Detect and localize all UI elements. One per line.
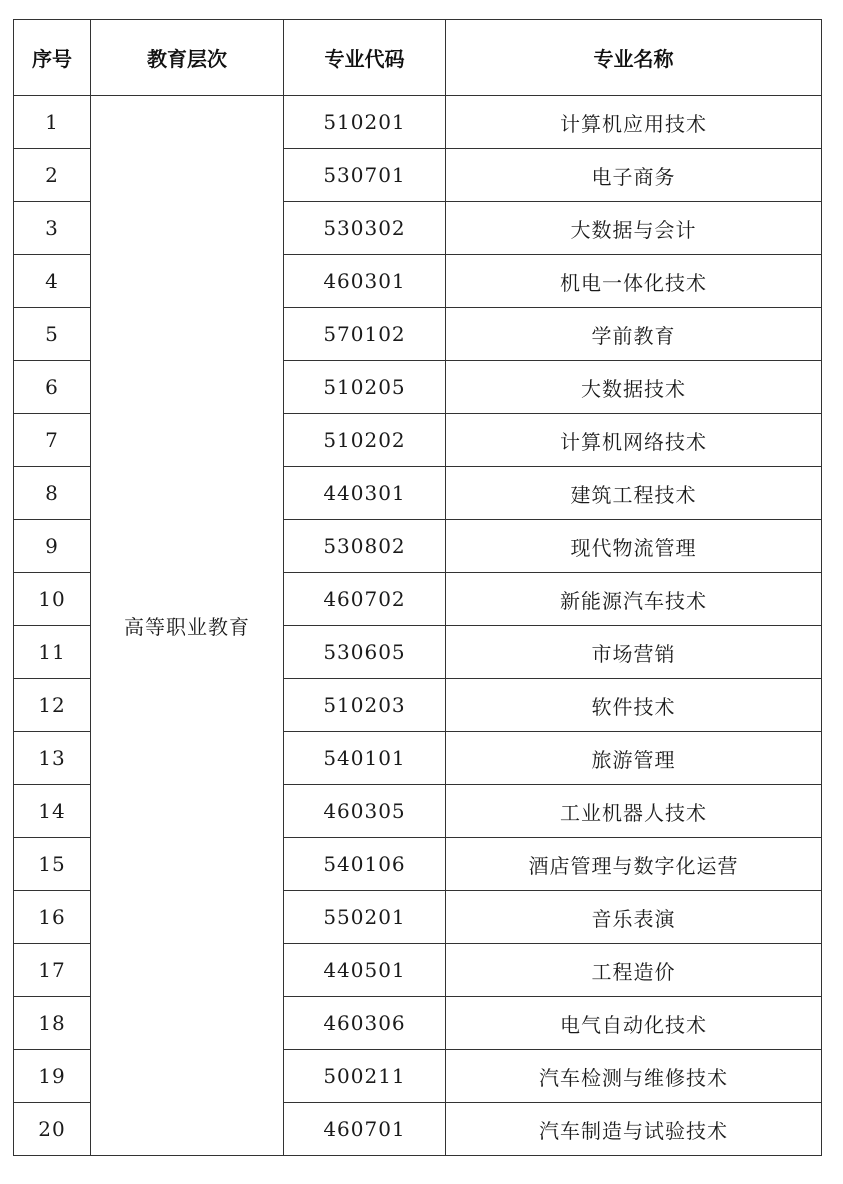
row-index: 14 xyxy=(14,785,91,838)
major-code: 460701 xyxy=(284,1103,446,1156)
row-index: 8 xyxy=(14,467,91,520)
row-index: 6 xyxy=(14,361,91,414)
major-name: 新能源汽车技术 xyxy=(446,573,822,626)
major-code: 440301 xyxy=(284,467,446,520)
row-index: 1 xyxy=(14,96,91,149)
row-index: 5 xyxy=(14,308,91,361)
majors-table xyxy=(13,19,822,1156)
major-code: 500211 xyxy=(284,1050,446,1103)
row-index: 12 xyxy=(14,679,91,732)
major-code: 510202 xyxy=(284,414,446,467)
header-index: 序号 xyxy=(14,20,91,96)
major-name: 工程造价 xyxy=(446,944,822,997)
row-index: 17 xyxy=(14,944,91,997)
row-index: 19 xyxy=(14,1050,91,1103)
header-code: 专业代码 xyxy=(284,20,446,96)
major-code: 530802 xyxy=(284,520,446,573)
row-index: 3 xyxy=(14,202,91,255)
major-name: 工业机器人技术 xyxy=(446,785,822,838)
row-index: 4 xyxy=(14,255,91,308)
major-name: 建筑工程技术 xyxy=(446,467,822,520)
row-index: 9 xyxy=(14,520,91,573)
major-code: 460306 xyxy=(284,997,446,1050)
major-name: 汽车制造与试验技术 xyxy=(446,1103,822,1156)
major-code: 540101 xyxy=(284,732,446,785)
row-index: 16 xyxy=(14,891,91,944)
major-name: 电子商务 xyxy=(446,149,822,202)
major-code: 510201 xyxy=(284,96,446,149)
major-code: 540106 xyxy=(284,838,446,891)
major-name: 旅游管理 xyxy=(446,732,822,785)
major-code: 570102 xyxy=(284,308,446,361)
row-index: 11 xyxy=(14,626,91,679)
major-name: 学前教育 xyxy=(446,308,822,361)
header-level: 教育层次 xyxy=(91,20,284,96)
row-index: 10 xyxy=(14,573,91,626)
row-index: 20 xyxy=(14,1103,91,1156)
row-index: 13 xyxy=(14,732,91,785)
major-code: 510203 xyxy=(284,679,446,732)
major-code: 460305 xyxy=(284,785,446,838)
row-index: 18 xyxy=(14,997,91,1050)
major-name: 音乐表演 xyxy=(446,891,822,944)
header-row xyxy=(14,20,822,96)
table-body xyxy=(14,96,822,1156)
major-code: 460702 xyxy=(284,573,446,626)
major-name: 汽车检测与维修技术 xyxy=(446,1050,822,1103)
major-name: 软件技术 xyxy=(446,679,822,732)
row-index: 2 xyxy=(14,149,91,202)
major-code: 530605 xyxy=(284,626,446,679)
major-name: 计算机应用技术 xyxy=(446,96,822,149)
table-row xyxy=(14,96,822,149)
major-code: 530302 xyxy=(284,202,446,255)
major-code: 530701 xyxy=(284,149,446,202)
row-index: 7 xyxy=(14,414,91,467)
row-index: 15 xyxy=(14,838,91,891)
major-name: 酒店管理与数字化运营 xyxy=(446,838,822,891)
major-name: 大数据与会计 xyxy=(446,202,822,255)
major-name: 电气自动化技术 xyxy=(446,997,822,1050)
major-name: 大数据技术 xyxy=(446,361,822,414)
major-name: 现代物流管理 xyxy=(446,520,822,573)
major-code: 440501 xyxy=(284,944,446,997)
education-level-cell: 高等职业教育 xyxy=(91,96,284,1156)
major-name: 计算机网络技术 xyxy=(446,414,822,467)
major-code: 510205 xyxy=(284,361,446,414)
major-code: 460301 xyxy=(284,255,446,308)
major-name: 市场营销 xyxy=(446,626,822,679)
major-code: 550201 xyxy=(284,891,446,944)
major-name: 机电一体化技术 xyxy=(446,255,822,308)
header-name: 专业名称 xyxy=(446,20,822,96)
